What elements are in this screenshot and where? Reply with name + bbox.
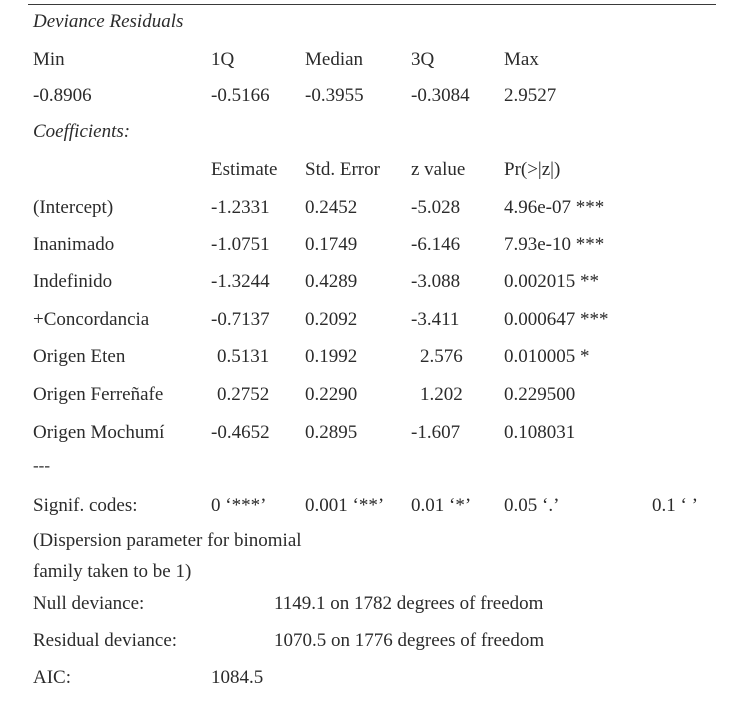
signif-code: 0.001 ‘**’	[305, 495, 385, 516]
dev-value-median: -0.3955	[305, 85, 364, 106]
coefficients-title: Coefficients:	[33, 121, 131, 142]
coef-row-std-error: 0.2895	[305, 422, 358, 443]
aic-label: AIC:	[33, 667, 71, 688]
coef-row-p-value: 0.229500	[504, 384, 576, 405]
coef-row-z-value: -5.028	[411, 197, 461, 218]
coef-row-name: Origen Mochumí	[33, 422, 165, 443]
coef-row-estimate: -0.7137	[211, 309, 270, 330]
coef-row-p-value: 0.108031	[504, 422, 576, 443]
coef-row-z-value: -3.088	[411, 271, 461, 292]
dev-header-max: Max	[504, 49, 539, 70]
coef-row-p-value: 0.002015 **	[504, 271, 599, 292]
signif-code: 0.1 ‘ ’	[652, 495, 698, 516]
coef-row-z-value: -1.607	[411, 422, 461, 443]
coef-row-estimate: -1.3244	[211, 271, 270, 292]
coef-row-std-error: 0.2092	[305, 309, 358, 330]
dev-header-min: Min	[33, 49, 65, 70]
coef-row-p-value: 0.010005 *	[504, 346, 590, 367]
coef-header-p-value: Pr(>|z|)	[504, 159, 561, 180]
coef-row-std-error: 0.1749	[305, 234, 358, 255]
top-rule	[28, 4, 716, 5]
coef-row-z-value: 1.202	[420, 384, 463, 405]
dev-header-3q: 3Q	[411, 49, 435, 70]
coef-header-estimate: Estimate	[211, 159, 278, 180]
signif-code: 0.05 ‘.’	[504, 495, 560, 516]
coef-row-name: +Concordancia	[33, 309, 150, 330]
coef-row-std-error: 0.4289	[305, 271, 358, 292]
coef-row-z-value: -6.146	[411, 234, 461, 255]
coef-row-estimate: -1.2331	[211, 197, 270, 218]
dev-header-median: Median	[305, 49, 364, 70]
coef-row-estimate: 0.5131	[217, 346, 270, 367]
dispersion-line-2: family taken to be 1)	[33, 561, 192, 582]
coef-row-name: (Intercept)	[33, 197, 114, 218]
coef-row-estimate: 0.2752	[217, 384, 270, 405]
dispersion-line-1: (Dispersion parameter for binomial	[33, 530, 302, 551]
coef-row-z-value: 2.576	[420, 346, 463, 367]
coef-row-name: Origen Eten	[33, 346, 126, 367]
signif-code: 0 ‘***’	[211, 495, 267, 516]
dev-header-1q: 1Q	[211, 49, 235, 70]
coef-row-std-error: 0.1992	[305, 346, 358, 367]
signif-codes-label: Signif. codes:	[33, 495, 138, 516]
dev-value-min: -0.8906	[33, 85, 92, 106]
residual-deviance-label: Residual deviance:	[33, 630, 178, 651]
coef-row-name: Inanimado	[33, 234, 115, 255]
coef-row-name: Indefinido	[33, 271, 113, 292]
coef-row-estimate: -0.4652	[211, 422, 270, 443]
coef-header-z-value: z value	[411, 159, 466, 180]
coef-row-name: Origen Ferreñafe	[33, 384, 164, 405]
null-deviance-label: Null deviance:	[33, 593, 145, 614]
coef-row-p-value: 4.96e-07 ***	[504, 197, 605, 218]
residual-deviance-value: 1070.5 on 1776 degrees of freedom	[274, 630, 545, 651]
dev-value-1q: -0.5166	[211, 85, 270, 106]
coef-row-estimate: -1.0751	[211, 234, 270, 255]
dev-value-max: 2.9527	[504, 85, 557, 106]
dev-value-3q: -0.3084	[411, 85, 470, 106]
coef-row-p-value: 7.93e-10 ***	[504, 234, 605, 255]
coef-row-std-error: 0.2290	[305, 384, 358, 405]
coef-row-p-value: 0.000647 ***	[504, 309, 609, 330]
coef-row-z-value: -3.411	[411, 309, 460, 330]
coef-header-std-error: Std. Error	[305, 159, 380, 180]
aic-value: 1084.5	[211, 667, 264, 688]
deviance-residuals-title: Deviance Residuals	[33, 11, 184, 32]
coef-row-std-error: 0.2452	[305, 197, 358, 218]
separator: ---	[33, 456, 50, 475]
signif-code: 0.01 ‘*’	[411, 495, 472, 516]
null-deviance-value: 1149.1 on 1782 degrees of freedom	[274, 593, 544, 614]
